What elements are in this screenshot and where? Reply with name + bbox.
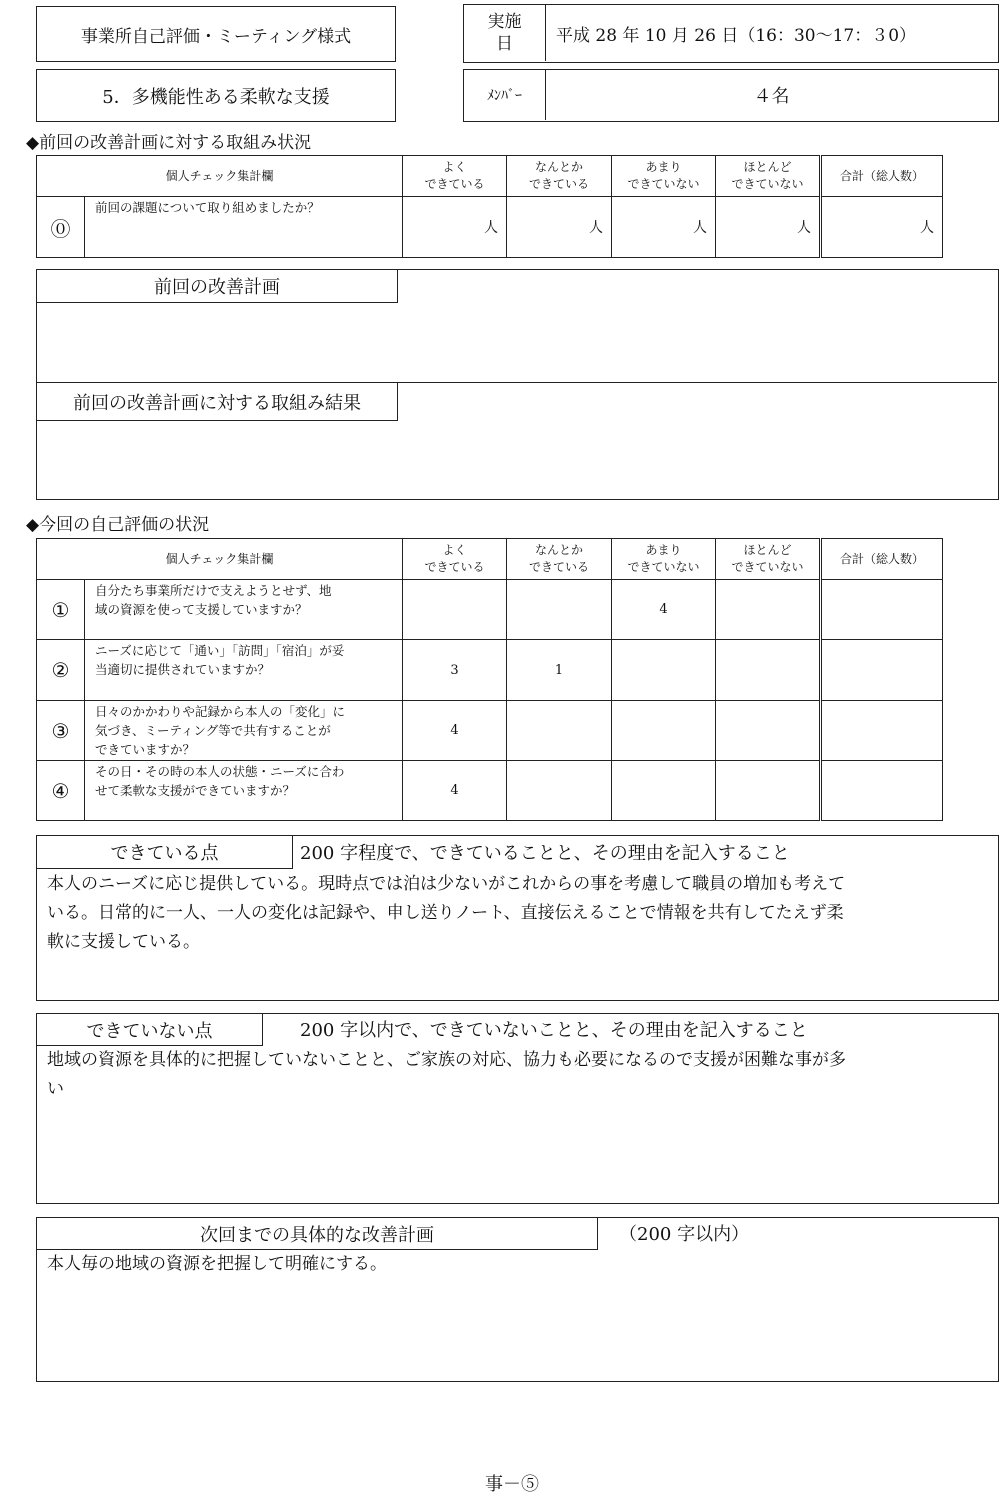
col-header-not-much: あまり できていない (612, 539, 716, 580)
row-question: 日々のかかわりや記録から本人の「変化」に 気づき、ミーティング等で共有することが できていますか？ (85, 701, 403, 761)
date-label-line1: 実施 (487, 12, 522, 32)
date-label-line2: 日 (496, 34, 513, 54)
table-row (37, 761, 943, 821)
table-row (37, 580, 943, 640)
cell-unit: 人 (612, 197, 716, 258)
cell-value: 4 (612, 580, 716, 640)
text-line: 地域の資源を具体的に把握していないことと、ご家族の対応、協力も必要になるので支援が困難な事が多 (47, 1050, 846, 1070)
previous-result-label: 前回の改善計画に対する取組み結果 (37, 383, 398, 421)
row-number: ④ (37, 761, 85, 821)
check-column-header: 個人チェック集計欄 (37, 539, 403, 580)
text-line: 本人のニーズに応じ提供している。現時点では泊は少ないがこれからの事を考慮して職員の増加も考えて (47, 874, 846, 894)
row-number: ③ (37, 701, 85, 761)
cell-value (507, 580, 612, 640)
cell-value: 4 (403, 761, 507, 821)
text-line: い (47, 1079, 64, 1099)
next-plan-box (36, 1217, 999, 1382)
good-points-instruction: 200 字程度で、できていることと、その理由を記入すること (300, 843, 790, 864)
text-line: 軟に支援している。 (47, 932, 200, 952)
members-box (463, 69, 999, 122)
cell-value (612, 701, 716, 761)
current-check-table (36, 538, 943, 821)
cell-value (716, 640, 821, 701)
cell-value: 3 (403, 640, 507, 701)
members-value: ４名 (753, 86, 790, 107)
next-plan-label: 次回までの具体的な改善計画 (37, 1218, 598, 1250)
col-header-somewhat: なんとか できている (507, 539, 612, 580)
col-header-not-much: あまり できていない (612, 156, 716, 197)
previous-section-heading: ◆前回の改善計画に対する取組み状況 (26, 133, 312, 153)
cell-value (507, 761, 612, 821)
cell-value (403, 580, 507, 640)
previous-plan-box (36, 269, 999, 500)
current-section-heading: ◆今回の自己評価の状況 (26, 515, 210, 535)
text-line: いる。日常的に一人、一人の変化は記録や、申し送りノート、直接伝えることで情報を共有してたえず柔 (47, 903, 844, 923)
col-header-well: よく できている (403, 539, 507, 580)
cell-value (612, 761, 716, 821)
row-number: ① (37, 580, 85, 640)
form-title (36, 6, 396, 62)
good-points-label: できている点 (37, 836, 293, 869)
cell-value: 4 (403, 701, 507, 761)
col-header-total: 合計（総人数） (821, 156, 943, 197)
bad-points-instruction: 200 字以内で、できていないことと、その理由を記入すること (300, 1020, 808, 1041)
bad-points-text (47, 1046, 846, 1104)
table-row (37, 197, 943, 258)
cell-unit: 人 (716, 197, 821, 258)
col-header-hardly: ほとんど できていない (716, 539, 821, 580)
good-points-text (47, 870, 845, 957)
topic-title (36, 69, 396, 122)
date-box (463, 4, 999, 63)
row-number: ② (37, 640, 85, 701)
row-question: 前回の課題について取り組めましたか？ (85, 197, 403, 258)
cell-total (821, 761, 943, 821)
cell-value (716, 761, 821, 821)
col-header-hardly: ほとんど できていない (716, 156, 821, 197)
cell-total (821, 640, 943, 701)
previous-check-table (36, 155, 943, 258)
cell-total (821, 580, 943, 640)
bad-points-box (36, 1013, 999, 1204)
next-plan-instruction: （200 字以内） (619, 1224, 750, 1245)
check-column-header: 個人チェック集計欄 (37, 156, 403, 197)
row-question: ニーズに応じて「通い」「訪問」「宿泊」が妥 当適切に提供されていますか？ (85, 640, 403, 701)
row-question: 自分たち事業所だけで支えようとせず、地 域の資源を使って支援していますか？ (85, 580, 403, 640)
cell-unit: 人 (507, 197, 612, 258)
col-header-somewhat: なんとか できている (507, 156, 612, 197)
date-value: 平成 28 年 10 月 26 日（16：30～17：３0） (556, 26, 917, 46)
col-header-total: 合計（総人数） (821, 539, 943, 580)
good-points-box (36, 835, 999, 1001)
text-line: 本人毎の地域の資源を把握して明確にする。 (47, 1254, 387, 1274)
cell-value (612, 640, 716, 701)
page-code: 事－⑤ (485, 1474, 539, 1495)
table-row (37, 701, 943, 761)
cell-total (821, 701, 943, 761)
date-label (464, 5, 546, 61)
cell-value: 1 (507, 640, 612, 701)
topic-text: 5．多機能性ある柔軟な支援 (102, 86, 330, 108)
row-number: ⓪ (37, 197, 85, 258)
cell-unit: 人 (403, 197, 507, 258)
bad-points-label: できていない点 (37, 1014, 263, 1046)
members-label: ﾒﾝﾊﾞｰ (464, 70, 546, 120)
form-title-text: 事業所自己評価・ミーティング様式 (80, 26, 352, 47)
row-question: その日・その時の本人の状態・ニーズに合わ せて柔軟な支援ができていますか？ (85, 761, 403, 821)
previous-plan-label: 前回の改善計画 (37, 270, 398, 303)
table-row (37, 640, 943, 701)
cell-value (716, 701, 821, 761)
col-header-well: よく できている (403, 156, 507, 197)
next-plan-text (47, 1250, 387, 1279)
cell-total-unit: 人 (821, 197, 943, 258)
cell-value (716, 580, 821, 640)
cell-value (507, 701, 612, 761)
